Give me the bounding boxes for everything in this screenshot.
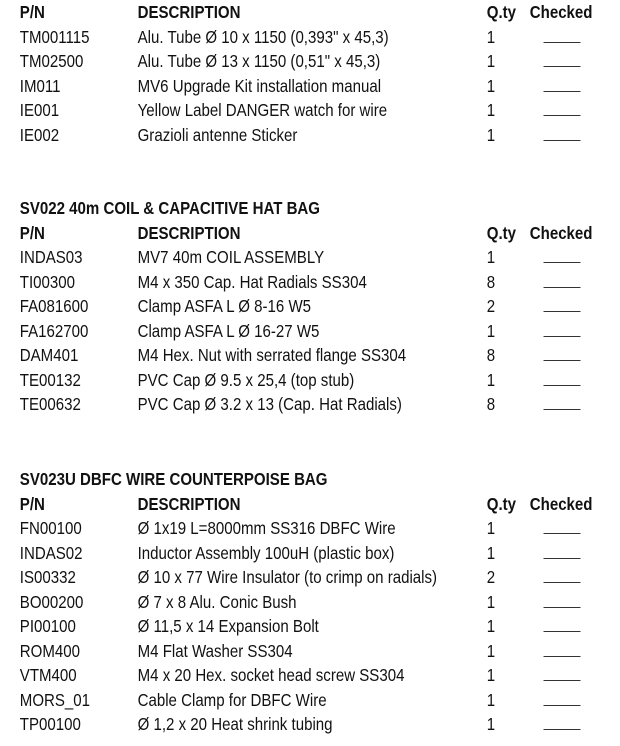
item-quantity: 1: [486, 616, 496, 636]
item-quantity: 1: [486, 714, 496, 734]
item-description: Ø 11,5 x 14 Expansion Bolt: [137, 616, 319, 636]
part-number: TM02500: [19, 51, 84, 71]
part-number: VTM400: [19, 665, 77, 685]
item-quantity: 1: [486, 320, 496, 341]
checked-blank-line[interactable]: [544, 607, 581, 608]
header-row: [0, 0, 620, 25]
item-description: PVC Cap Ø 9.5 x 25,4 (top stub): [137, 369, 355, 390]
part-number: ROM400: [19, 640, 81, 661]
part-number: IM011: [19, 75, 61, 96]
checked-blank-line[interactable]: [544, 705, 581, 706]
item-row: [0, 712, 620, 737]
item-description: M4 x 350 Cap. Hat Radials SS304: [137, 271, 367, 292]
checked-blank-line[interactable]: [544, 409, 581, 410]
item-row: [0, 49, 620, 74]
item-quantity: 1: [486, 75, 496, 96]
item-row: [0, 565, 620, 590]
item-description: Ø 1,2 x 20 Heat shrink tubing: [137, 714, 333, 734]
part-number: IE001: [19, 100, 60, 120]
item-description: Grazioli antenne Sticker: [137, 124, 298, 145]
checked-blank-line[interactable]: [544, 360, 581, 361]
item-description: PVC Cap Ø 3.2 x 13 (Cap. Hat Radials): [137, 394, 402, 414]
column-header-description: DESCRIPTION: [137, 222, 241, 243]
section-2: [0, 467, 620, 737]
column-header-checked: Checked: [529, 493, 593, 514]
part-number: TI00300: [19, 271, 76, 292]
part-number: IE002: [19, 124, 60, 145]
part-number: TP00100: [19, 714, 81, 734]
checked-blank-line[interactable]: [544, 287, 581, 288]
checked-blank-line[interactable]: [544, 558, 581, 559]
item-row: [0, 74, 620, 99]
item-quantity: 1: [486, 542, 496, 563]
column-header-pn: P/N: [19, 493, 45, 514]
item-row: [0, 25, 620, 50]
checked-blank-line[interactable]: [544, 115, 581, 116]
item-row: [0, 123, 620, 148]
section-1: [0, 196, 620, 417]
item-description: M4 Hex. Nut with serrated flange SS304: [137, 345, 407, 365]
part-number: TE00632: [19, 394, 81, 414]
checked-blank-line[interactable]: [544, 385, 581, 386]
item-description: MV6 Upgrade Kit installation manual: [137, 75, 382, 96]
item-quantity: 1: [486, 51, 496, 71]
part-number: FN00100: [19, 518, 82, 538]
checked-blank-line[interactable]: [544, 140, 581, 141]
column-header-description: DESCRIPTION: [137, 493, 241, 514]
checked-blank-line[interactable]: [544, 656, 581, 657]
item-row: [0, 392, 620, 417]
item-row: [0, 343, 620, 368]
checked-blank-line[interactable]: [544, 336, 581, 337]
item-description: MV7 40m COIL ASSEMBLY: [137, 247, 325, 267]
column-header-checked: Checked: [529, 222, 593, 243]
item-quantity: 1: [486, 26, 496, 47]
item-description: Cable Clamp for DBFC Wire: [137, 689, 327, 710]
item-quantity: 2: [486, 296, 496, 316]
item-quantity: 1: [486, 640, 496, 661]
column-header-qty: Q.ty: [486, 222, 517, 243]
checked-blank-line[interactable]: [544, 729, 581, 730]
part-number: FA081600: [19, 296, 89, 316]
item-quantity: 8: [486, 394, 496, 414]
item-row: [0, 688, 620, 713]
checked-blank-line[interactable]: [544, 631, 581, 632]
item-quantity: 1: [486, 247, 496, 267]
item-quantity: 2: [486, 567, 496, 587]
item-quantity: 1: [486, 100, 496, 120]
column-header-pn: P/N: [19, 2, 45, 22]
section-title: SV022 40m COIL & CAPACITIVE HAT BAG: [19, 198, 321, 218]
item-description: Ø 10 x 77 Wire Insulator (to crimp on radials): [137, 567, 438, 587]
item-description: M4 Flat Washer SS304: [137, 640, 293, 661]
item-row: [0, 319, 620, 344]
checked-blank-line[interactable]: [544, 262, 581, 263]
item-description: Ø 1x19 L=8000mm SS316 DBFC Wire: [137, 518, 396, 538]
item-description: M4 x 20 Hex. socket head screw SS304: [137, 665, 405, 685]
item-quantity: 8: [486, 345, 496, 365]
item-row: [0, 245, 620, 270]
header-row: [0, 492, 620, 517]
column-header-qty: Q.ty: [486, 2, 517, 22]
column-header-description: DESCRIPTION: [137, 2, 241, 22]
item-row: [0, 270, 620, 295]
part-number: INDAS03: [19, 247, 83, 267]
section-0: [0, 0, 620, 147]
part-number: PI00100: [19, 616, 76, 636]
item-quantity: 1: [486, 665, 496, 685]
item-description: Clamp ASFA L Ø 16-27 W5: [137, 320, 320, 341]
checked-blank-line[interactable]: [544, 91, 581, 92]
part-number: TM001115: [19, 26, 90, 47]
item-quantity: 8: [486, 271, 496, 292]
checked-blank-line[interactable]: [544, 42, 581, 43]
item-description: Alu. Tube Ø 13 x 1150 (0,51" x 45,3): [137, 51, 381, 71]
item-row: [0, 516, 620, 541]
item-row: [0, 590, 620, 615]
item-row: [0, 639, 620, 664]
item-description: Alu. Tube Ø 10 x 1150 (0,393" x 45,3): [137, 26, 389, 47]
item-quantity: 1: [486, 689, 496, 710]
item-row: [0, 98, 620, 123]
checked-blank-line[interactable]: [544, 66, 581, 67]
item-row: [0, 368, 620, 393]
column-header-checked: Checked: [529, 2, 593, 22]
part-number: INDAS02: [19, 542, 83, 563]
checked-blank-line[interactable]: [544, 582, 581, 583]
item-description: Yellow Label DANGER watch for wire: [137, 100, 388, 120]
item-quantity: 1: [486, 518, 496, 538]
item-row: [0, 663, 620, 688]
item-row: [0, 541, 620, 566]
column-header-qty: Q.ty: [486, 493, 517, 514]
item-quantity: 1: [486, 124, 496, 145]
item-row: [0, 614, 620, 639]
part-number: IS00332: [19, 567, 76, 587]
item-description: Inductor Assembly 100uH (plastic box): [137, 542, 395, 563]
part-number: TE00132: [19, 369, 81, 390]
item-quantity: 1: [486, 369, 496, 390]
checked-blank-line[interactable]: [544, 311, 581, 312]
section-title: SV023U DBFC WIRE COUNTERPOISE BAG: [19, 469, 328, 489]
item-row: [0, 294, 620, 319]
item-description: Ø 7 x 8 Alu. Conic Bush: [137, 591, 297, 612]
column-header-pn: P/N: [19, 222, 45, 243]
part-number: DAM401: [19, 345, 79, 365]
part-number: MORS_01: [19, 689, 91, 710]
header-row: [0, 221, 620, 246]
checked-blank-line[interactable]: [544, 680, 581, 681]
part-number: BO00200: [19, 591, 84, 612]
checked-blank-line[interactable]: [544, 533, 581, 534]
item-description: Clamp ASFA L Ø 8-16 W5: [137, 296, 312, 316]
item-quantity: 1: [486, 591, 496, 612]
part-number: FA162700: [19, 320, 89, 341]
